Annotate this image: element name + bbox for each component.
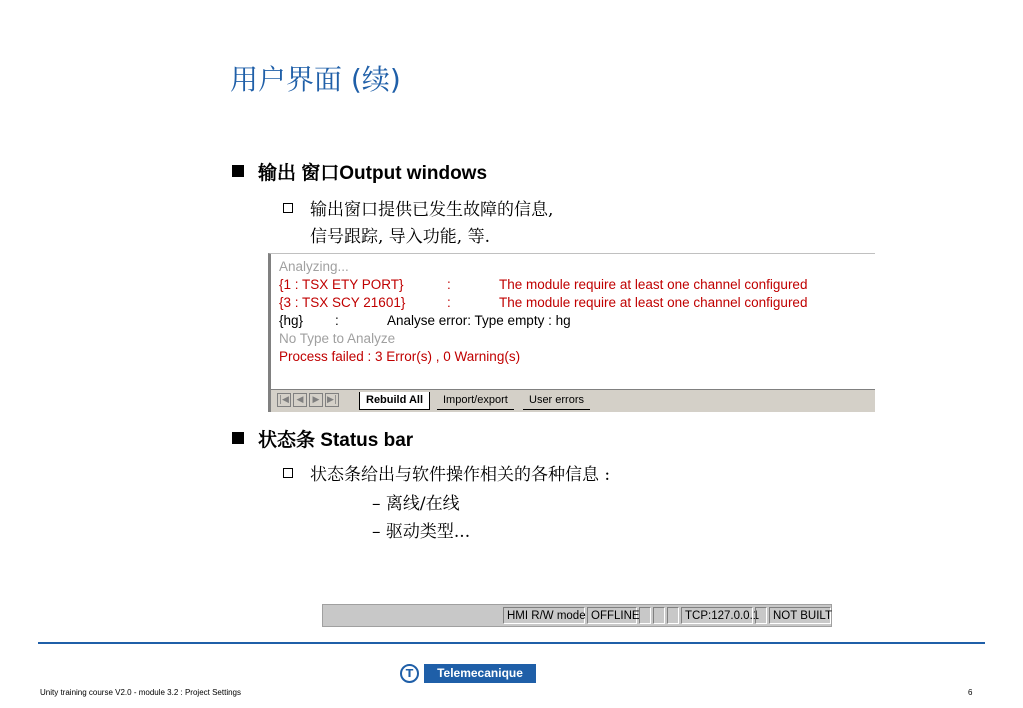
output-line-c1: {hg} <box>279 313 304 328</box>
output-line-c2: : <box>447 295 451 310</box>
output-line-c3: The module require at least one channel configured <box>499 295 808 310</box>
status-build-state: NOT BUILT <box>769 607 831 624</box>
output-line <box>279 348 875 366</box>
next-tab-icon[interactable]: ▶ <box>309 393 323 407</box>
output-line-c1: No Type to Analyze <box>279 331 396 346</box>
statusbar-item-driver-type: – 驱动类型... <box>372 522 471 542</box>
output-line <box>279 330 875 348</box>
last-tab-icon[interactable]: ▶| <box>325 393 339 407</box>
footer-course: Unity training course V2.0 - module 3.2 : Project Settings <box>40 688 241 697</box>
output-tabbar <box>271 389 875 412</box>
output-line-c1: Process failed : 3 Error(s) , 0 Warning(s) <box>279 349 521 364</box>
output-line <box>279 294 875 312</box>
status-empty-cell <box>639 607 651 624</box>
status-address: TCP:127.0.0.1 <box>681 607 753 624</box>
page-number: 6 <box>968 688 973 697</box>
statusbar-item-offline-online: – 离线/在线 <box>372 494 460 514</box>
output-line-c3: The module require at least one channel configured <box>499 277 808 292</box>
bullet-square-icon <box>232 165 244 177</box>
output-line-c1: {1 : TSX ETY PORT} <box>279 277 404 292</box>
brand-emblem-icon: T <box>400 664 419 683</box>
output-window <box>268 253 875 412</box>
status-bar <box>322 604 832 627</box>
prev-tab-icon[interactable]: ◀ <box>293 393 307 407</box>
slide-title: 用户界面 (续) <box>230 63 401 96</box>
output-line-c1: Analyzing... <box>279 259 349 274</box>
status-empty-cell <box>755 607 767 624</box>
output-line-c1: {3 : TSX SCY 21601} <box>279 295 406 310</box>
output-line-c2: : <box>447 277 451 292</box>
section-heading-statusbar: 状态条 Status bar <box>258 430 414 451</box>
brand-logo <box>400 663 540 685</box>
first-tab-icon[interactable]: |◀ <box>277 393 291 407</box>
brand-name: Telemecanique <box>424 664 536 683</box>
bullet-square-icon <box>232 432 244 444</box>
tab-import-export[interactable]: Import/export <box>437 392 514 410</box>
output-line-c3: Analyse error: Type empty : hg <box>387 313 571 328</box>
status-empty-cell <box>667 607 679 624</box>
output-lines <box>279 258 875 366</box>
sub-bullet-icon <box>283 468 293 478</box>
sub-bullet-icon <box>283 203 293 213</box>
status-empty-cell <box>653 607 665 624</box>
tab-rebuild-all[interactable]: Rebuild All <box>359 392 430 410</box>
status-hmi-mode: HMI R/W mode <box>503 607 585 624</box>
output-line <box>279 276 875 294</box>
output-desc-line1: 输出窗口提供已发生故障的信息, <box>310 200 554 220</box>
output-line-c2: : <box>335 313 339 328</box>
output-desc-line2: 信号跟踪, 导入功能, 等. <box>310 227 491 247</box>
statusbar-desc: 状态条给出与软件操作相关的各种信息 : <box>310 465 611 485</box>
output-line <box>279 312 875 330</box>
footer-divider <box>38 642 985 644</box>
status-connection: OFFLINE <box>587 607 637 624</box>
output-line <box>279 258 875 276</box>
section-heading-output: 输出 窗口Output windows <box>258 163 488 184</box>
tab-user-errors[interactable]: User errors <box>523 392 590 410</box>
